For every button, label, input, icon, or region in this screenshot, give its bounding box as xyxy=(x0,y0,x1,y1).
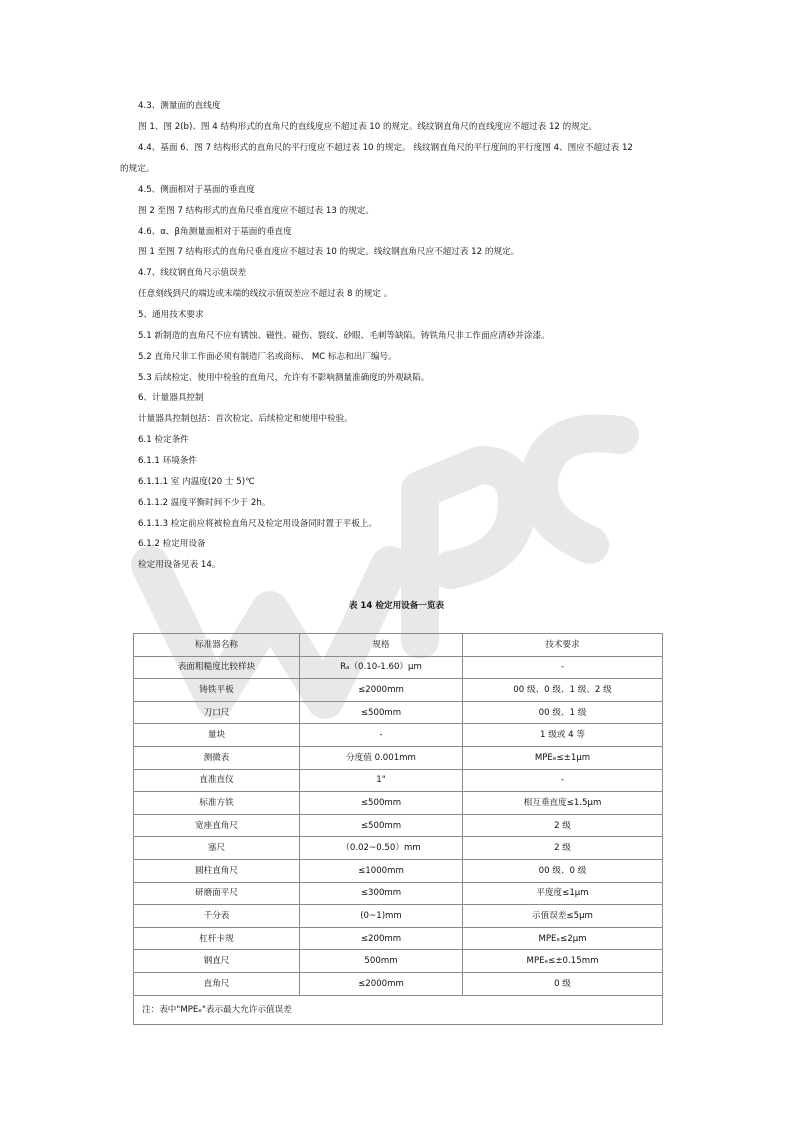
heading-4-5: 4.5、侧面相对于基面的垂直度 xyxy=(138,185,255,195)
table-cell: （0.02~0.50）mm xyxy=(300,837,463,860)
heading-6-1: 6.1 检定条件 xyxy=(138,435,189,445)
table-cell: ≤500mm xyxy=(300,792,463,815)
header-cell: 规格 xyxy=(300,634,463,657)
table-cell: 1" xyxy=(300,769,463,792)
paragraph-4-6-text: 图 1 至图 7 结构形式的直角尺垂直度应不超过表 10 的规定。线纹钢直角尺应不超过表 12 的规定。 xyxy=(138,247,520,257)
table-cell: 0 级 xyxy=(463,972,663,995)
table-note-row xyxy=(134,995,663,1024)
heading-6-1-1: 6.1.1 环境条件 xyxy=(138,456,197,466)
table-row xyxy=(134,837,663,860)
table-row xyxy=(134,859,663,882)
table-cell: 2 级 xyxy=(463,814,663,837)
table-row xyxy=(134,905,663,928)
header-cell: 标准器名称 xyxy=(134,634,300,657)
table-cell: 塞尺 xyxy=(134,837,300,860)
table-row xyxy=(134,814,663,837)
table-row xyxy=(134,679,663,702)
table-row xyxy=(134,882,663,905)
table-cell: 研磨面平尺 xyxy=(134,882,300,905)
table-cell: 千分表 xyxy=(134,905,300,928)
paragraph-6-1-1-1: 6.1.1.1 室 内温度(20 士 5)℃ xyxy=(138,477,255,487)
table-cell: 铸铁平板 xyxy=(134,679,300,702)
table-cell: 量块 xyxy=(134,724,300,747)
table-row xyxy=(134,701,663,724)
table-note: 注：表中"MPEₑ"表示最大允许示值误差 xyxy=(134,995,663,1024)
table-cell: 直角尺 xyxy=(134,972,300,995)
table-cell: 宽座直角尺 xyxy=(134,814,300,837)
paragraph-6-1-1-3: 6.1.1.3 检定前应将被检直角尺及检定用设备同时置于平板上。 xyxy=(138,519,378,529)
table-cell: 直准直仪 xyxy=(134,769,300,792)
table-cell: 示值误差≤5μm xyxy=(463,905,663,928)
table-row xyxy=(134,950,663,973)
paragraph-6-text: 计量器具控制包括：首次检定、后续检定和使用中检验。 xyxy=(138,414,353,424)
table-cell: ≤500mm xyxy=(300,814,463,837)
table-cell: ≤1000mm xyxy=(300,859,463,882)
table-cell: ≤200mm xyxy=(300,927,463,950)
table-row xyxy=(134,656,663,679)
table-cell: 杠杆卡规 xyxy=(134,927,300,950)
table-cell: 00 级、0 级、1 级、2 级 xyxy=(463,679,663,702)
table-cell: 圆柱直角尺 xyxy=(134,859,300,882)
table-cell: MPEₑ≤±0.15mm xyxy=(463,950,663,973)
heading-4-7: 4.7、线纹钢直角尺示值误差 xyxy=(138,268,247,278)
table-row xyxy=(134,972,663,995)
table-cell: 测微表 xyxy=(134,746,300,769)
table-cell: 2 级 xyxy=(463,837,663,860)
table-cell: (0~1)mm xyxy=(300,905,463,928)
table-cell: 500mm xyxy=(300,950,463,973)
paragraph-4-3-text: 图 1、图 2(b)、图 4 结构形式的直角尺的直线度应不超过表 10 的规定。线纹钢直角尺的直线度应不超过表 12 的规定。 xyxy=(138,122,598,132)
paragraph-5-2: 5.2 直角尺非工作面必须有制造厂名或商标、 MC 标志和出厂编号。 xyxy=(138,352,397,362)
table-caption: 表 14 检定用设备一览表 xyxy=(348,601,445,611)
table-cell: ≤2000mm xyxy=(300,679,463,702)
table-cell: 标准方铁 xyxy=(134,792,300,815)
table-cell: 1 级或 4 等 xyxy=(463,724,663,747)
heading-6-1-2: 6.1.2 检定用设备 xyxy=(138,539,206,549)
table-cell: 表面粗糙度比较样块 xyxy=(134,656,300,679)
heading-4-6: 4.6、α、β角测量面相对于基面的垂直度 xyxy=(138,227,292,237)
paragraph-5-1: 5.1 新制造的直角尺不应有锈蚀、磁性、碰伤、裂纹、砂眼、毛刺等缺陷。铸铁角尺非工作面应清砂并涂漆。 xyxy=(138,331,550,341)
table-cell: 平度度≤1μm xyxy=(463,882,663,905)
paragraph-4-4-text: 4.4、基面 6、图 7 结构形式的直角尺的平行度应不超过表 10 的规定。 线纹钢直角尺的平行度间的平行度图 4、图应不超过表 12 xyxy=(138,143,633,153)
table-cell: 00 级、0 级 xyxy=(463,859,663,882)
table-cell: 分度值 0.001mm xyxy=(300,746,463,769)
paragraph-4-7-text: 任意刻线到尺的端边或末端的线纹示值误差应不超过表 8 的规定 。 xyxy=(138,289,393,299)
table-cell: - xyxy=(463,769,663,792)
table-header-row xyxy=(134,634,663,657)
table-cell: MPEₑ≤2μm xyxy=(463,927,663,950)
table-cell: MPEₑ≤±1μm xyxy=(463,746,663,769)
paragraph-4-5-text: 图 2 至图 7 结构形式的直角尺垂直度应不超过表 13 的规定。 xyxy=(138,206,374,216)
heading-5: 5、通用技术要求 xyxy=(138,310,204,320)
heading-4-3: 4.3、测量面的直线度 xyxy=(138,101,221,111)
table-row xyxy=(134,769,663,792)
table-row xyxy=(134,724,663,747)
table-cell: 00 级、1 级 xyxy=(463,701,663,724)
equipment-table xyxy=(133,633,663,1025)
paragraph-6-1-1-2: 6.1.1.2 温度平衡时间不少于 2h。 xyxy=(138,498,271,508)
table-cell: 相互垂直度≤1.5μm xyxy=(463,792,663,815)
paragraph-4-4-continued: 的规定。 xyxy=(120,164,155,174)
heading-6: 6、计量器具控制 xyxy=(138,393,204,403)
table-row xyxy=(134,927,663,950)
table-row xyxy=(134,792,663,815)
paragraph-6-1-2-text: 检定用设备见表 14。 xyxy=(138,560,221,570)
table-cell: - xyxy=(300,724,463,747)
table-cell: ≤2000mm xyxy=(300,972,463,995)
table-row xyxy=(134,746,663,769)
paragraph-5-3: 5.3 后续检定、使用中检验的直角尺，允许有不影响测量准确度的外观缺陷。 xyxy=(138,373,430,383)
table-cell: - xyxy=(463,656,663,679)
table-cell: Rₐ（0.10-1.60）μm xyxy=(300,656,463,679)
table-cell: ≤300mm xyxy=(300,882,463,905)
table-cell: ≤500mm xyxy=(300,701,463,724)
table-cell: 钢直尺 xyxy=(134,950,300,973)
header-cell: 技术要求 xyxy=(463,634,663,657)
table-cell: 刀口尺 xyxy=(134,701,300,724)
